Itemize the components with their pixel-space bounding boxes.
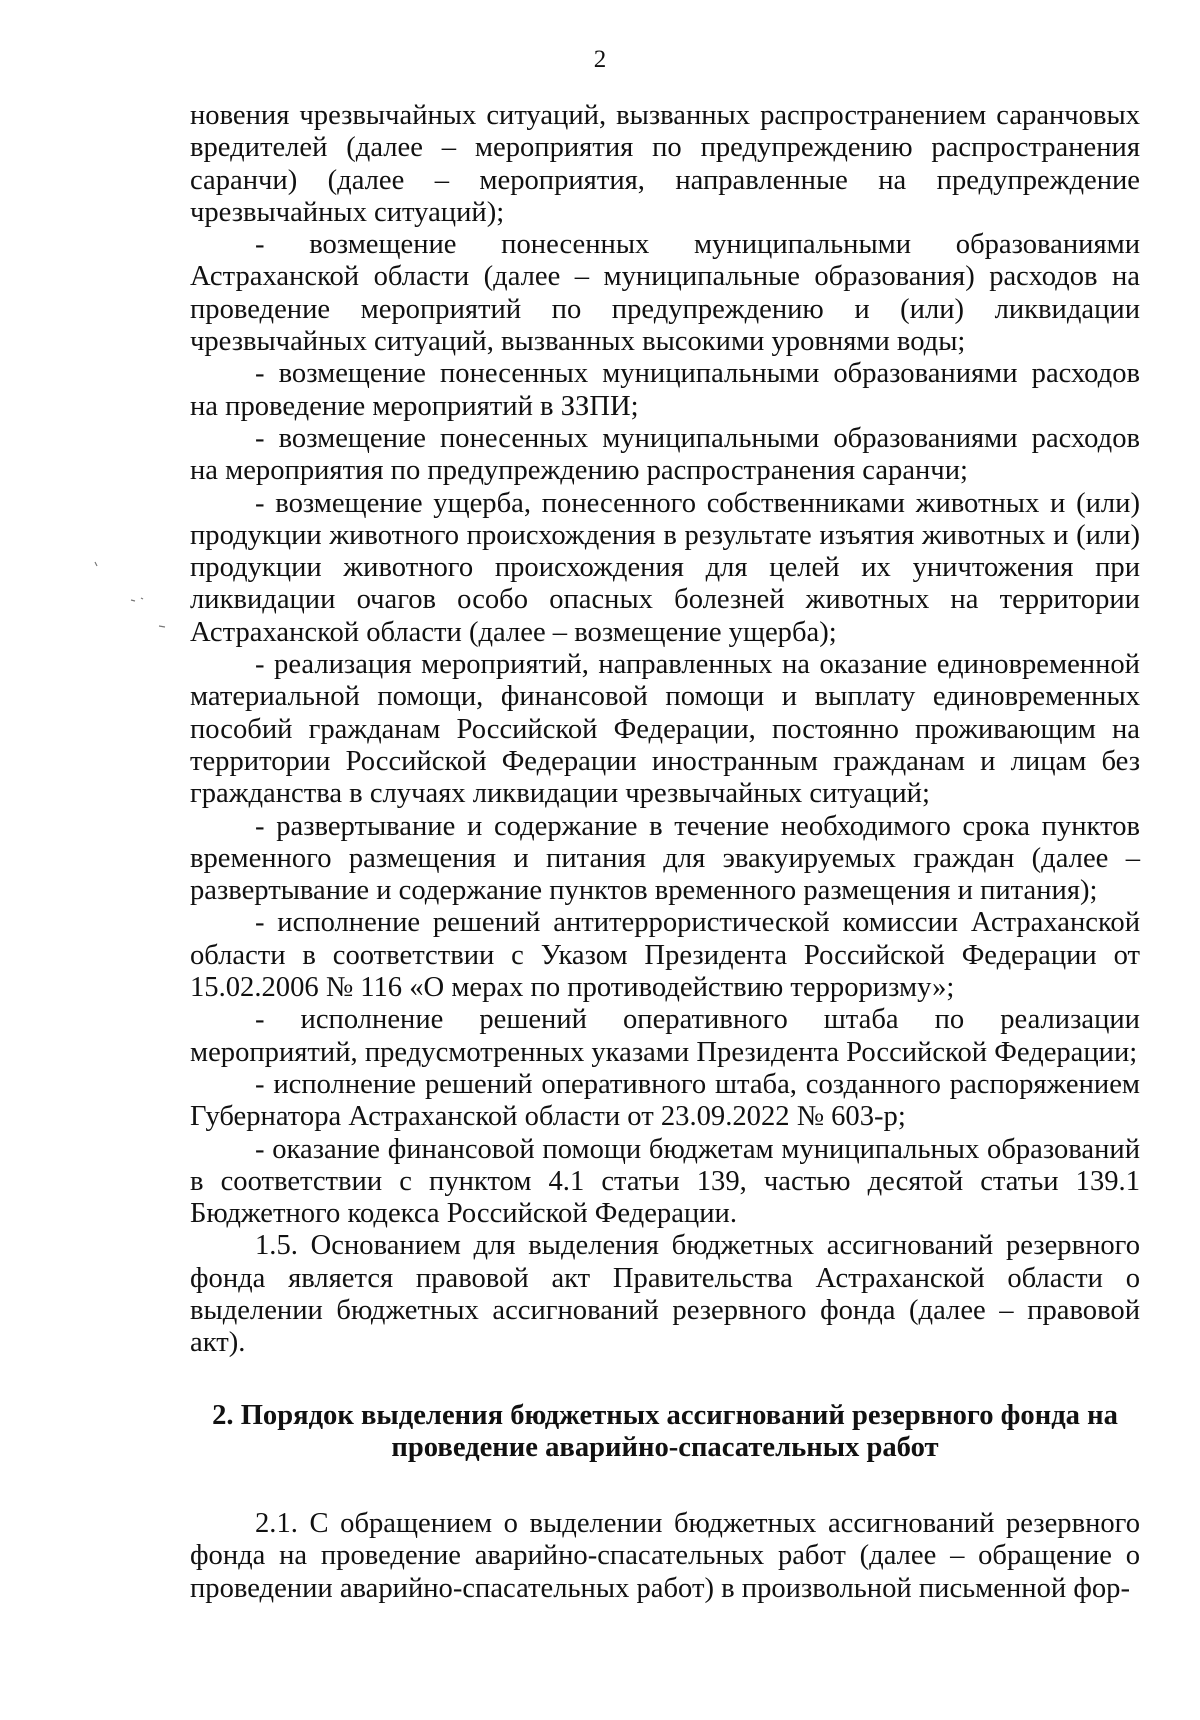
list-item-zzpi-expenses: - возмещение понесенных муниципальными образованиями расходов на проведение мероприятий в ЗЗПИ; [190,358,1140,422]
list-item-damage-compensation: - возмещение ущерба, понесенного собственниками животных и (или) продукции животного происхождения в результате изъятия животных и (или) продукции животного происхождения для целей их уничтожения при ликвидации очагов особо опасных болезней животных на территории Астраханской области (далее – возмещение ущерба); [190,487,1140,648]
clause-2-1: 2.1. С обращением о выделении бюджетных ассигнований резервного фонда на проведение аварийно-спасательных работ (далее – обращение о проведении аварийно-спасательных работ) в произвольной письменной фор- [190,1508,1140,1604]
list-item-operational-hq-governor: - исполнение решений оперативного штаба, созданного распоряжением Губернатора Астраханской области от 23.09.2022 № 603-р; [190,1068,1140,1133]
document-body [190,100,1140,1605]
list-item-financial-aid: - оказание финансовой помощи бюджетам муниципальных образований в соответствии с пунктом 4.1 статьи 139, частью десятой статьи 139.1 Бюджетного кодекса Российской Федерации. [190,1133,1140,1230]
list-item-operational-hq-president: - исполнение решений оперативного штаба по реализации мероприятий, предусмотренных указами Президента Российской Федерации; [190,1004,1140,1068]
paragraph-continuation: новения чрезвычайных ситуаций, вызванных распространением саранчовых вредителей (далее – мероприятия по предупреждению распространения саранчи) (далее – мероприятия, направленные на предупреждение чрезвычайных ситуаций); [190,100,1140,228]
list-item-material-aid: - реализация мероприятий, направленных на оказание единовременной материальной помощи, финансовой помощи и выплату единовременных пособий гражданам Российской Федерации, постоянно проживающим на территории Российской Федерации иностранным гражданам и лицам без гражданства в случаях ликвидации чрезвычайных ситуаций; [190,649,1140,810]
list-item-antiterror-commission: - исполнение решений антитеррористической комиссии Астраханской области в соответствии с Указом Президента Российской Федерации от 15.02.2006 № 116 «О мерах по противодействию терроризму»; [190,907,1140,1004]
list-item-temporary-accommodation: - развертывание и содержание в течение необходимого срока пунктов временного размещения и питания для эвакуируемых граждан (далее – развертывание и содержание пунктов временного размещения и питания); [190,810,1140,907]
margin-scan-marks [75,560,175,660]
section-2-heading: 2. Порядок выделения бюджетных ассигнований резервного фонда на проведение аварийно-спасательных работ [212,1399,1118,1463]
page-number: 2 [593,46,607,73]
list-item-locust-expenses: - возмещение понесенных муниципальными образованиями расходов на мероприятия по предупреждению распространения саранчи; [190,422,1140,487]
list-item-flood-expenses: - возмещение понесенных муниципальными образованиями Астраханской области (далее – муниципальные образования) расходов на проведение мероприятий по предупреждению и (или) ликвидации чрезвычайных ситуаций, вызванных высокими уровнями воды; [190,229,1140,358]
clause-1-5: 1.5. Основанием для выделения бюджетных ассигнований резервного фонда является правовой акт Правительства Астраханской области о выделении бюджетных ассигнований резервного фонда (далее – правовой акт). [190,1230,1140,1359]
